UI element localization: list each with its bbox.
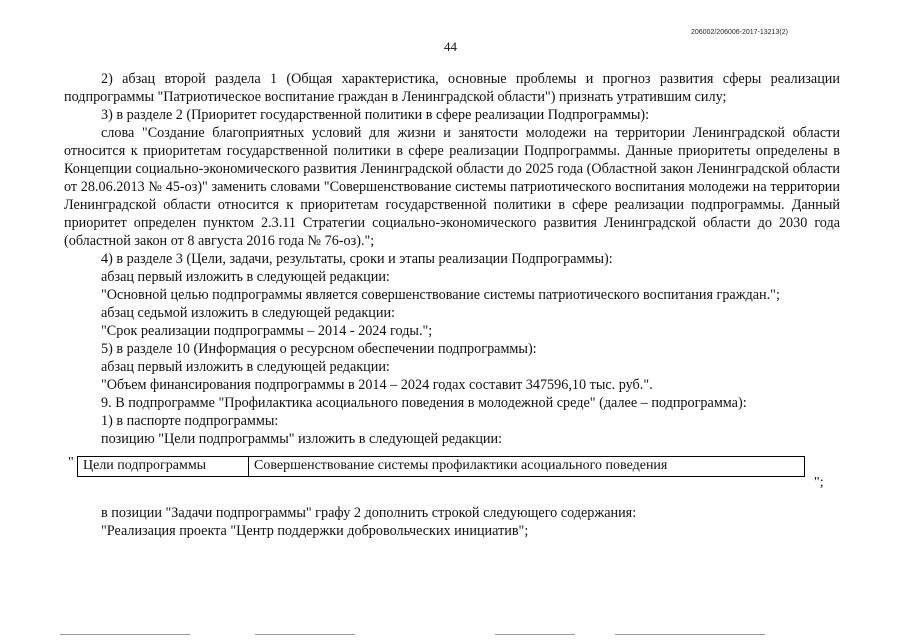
close-quote: "; [814,475,824,490]
paragraph-funding: "Объем финансирования подпрограммы в 2014 – 2024 годах составит 347596,10 тыс. руб.". [101,377,653,393]
paragraph-goals-position: позицию "Цели подпрограммы" изложить в следующей редакции: [101,431,503,447]
goals-value-cell: Совершенствование системы профилактики асоциального поведения [249,457,805,477]
paragraph-item-4: 4) в разделе 3 (Цели, задачи, результаты, сроки и этапы реализации Подпрограммы): [101,251,613,267]
page-number: 44 [444,39,457,54]
paragraph-term: "Срок реализации подпрограммы – 2014 - 2024 годы."; [101,323,433,339]
document-id: 206002/206006-2017-13213(2) [691,29,788,36]
paragraph-first-abzac-2: абзац первый изложить в следующей редакции: [101,359,390,375]
paragraph-passport: 1) в паспорте подпрограммы: [101,413,279,429]
paragraph-item-5: 5) в разделе 10 (Информация о ресурсном обеспечении подпрограммы): [101,341,537,357]
document-body [64,70,840,540]
goals-table-block [64,454,840,502]
paragraph-seventh-abzac: абзац седьмой изложить в следующей редакции: [101,305,396,321]
open-quote: " [68,455,74,470]
paragraph-first-abzac: абзац первый изложить в следующей редакции: [101,269,390,285]
goals-table [77,456,805,477]
paragraph-item-2: 2) абзац второй раздела 1 (Общая характеристика, основные проблемы и прогноз развития сферы реализации подпрограммы "Патриотическое воспитание граждан в Ленинградской области") признать утратившим силу; [64,71,840,105]
goals-label-cell: Цели подпрограммы [78,457,249,477]
paragraph-item-3: 3) в разделе 2 (Приоритет государственной политики в сфере реализации Подпрограммы): [101,107,650,123]
scan-artifact-line [615,634,765,635]
scan-artifact-line [255,634,355,635]
paragraph-replace-words: слова "Создание благоприятных условий для жизни и занятости молодежи на территории Ленинградской области относится к приоритетам государственной политики в сфере реализации Подпрограммы. Данные приоритеты определены в Концепции социально-экономического развития Ленинградской области до 2025 года (Областной закон Ленинградской области от 28.06.2013 № 45-оз)" заменить словами "Совершенствование системы патриотического воспитания молодежи на территории Ленинградской области относится к приоритетам государственной политики в сфере реализации подпрограммы. Данный приоритет определен пунктом 2.3.11 Стратегии социально-экономического развития Ленинградской области до 2030 года (областной закон от 8 августа 2016 года № 76-оз)."; [64,125,840,249]
scan-artifact-line [495,634,575,635]
scan-artifact-line [60,634,190,635]
paragraph-tasks-position: в позиции "Задачи подпрограммы" графу 2 дополнить строкой следующего содержания: [101,505,637,521]
paragraph-main-goal: "Основной целью подпрограммы является совершенствование системы патриотического воспитания граждан."; [101,287,780,303]
paragraph-project: "Реализация проекта "Центр поддержки добровольческих инициатив"; [101,523,529,539]
paragraph-item-9: 9. В подпрограмме "Профилактика асоциального поведения в молодежной среде" (далее – подпрограмма): [101,395,747,411]
table-row [78,457,805,477]
